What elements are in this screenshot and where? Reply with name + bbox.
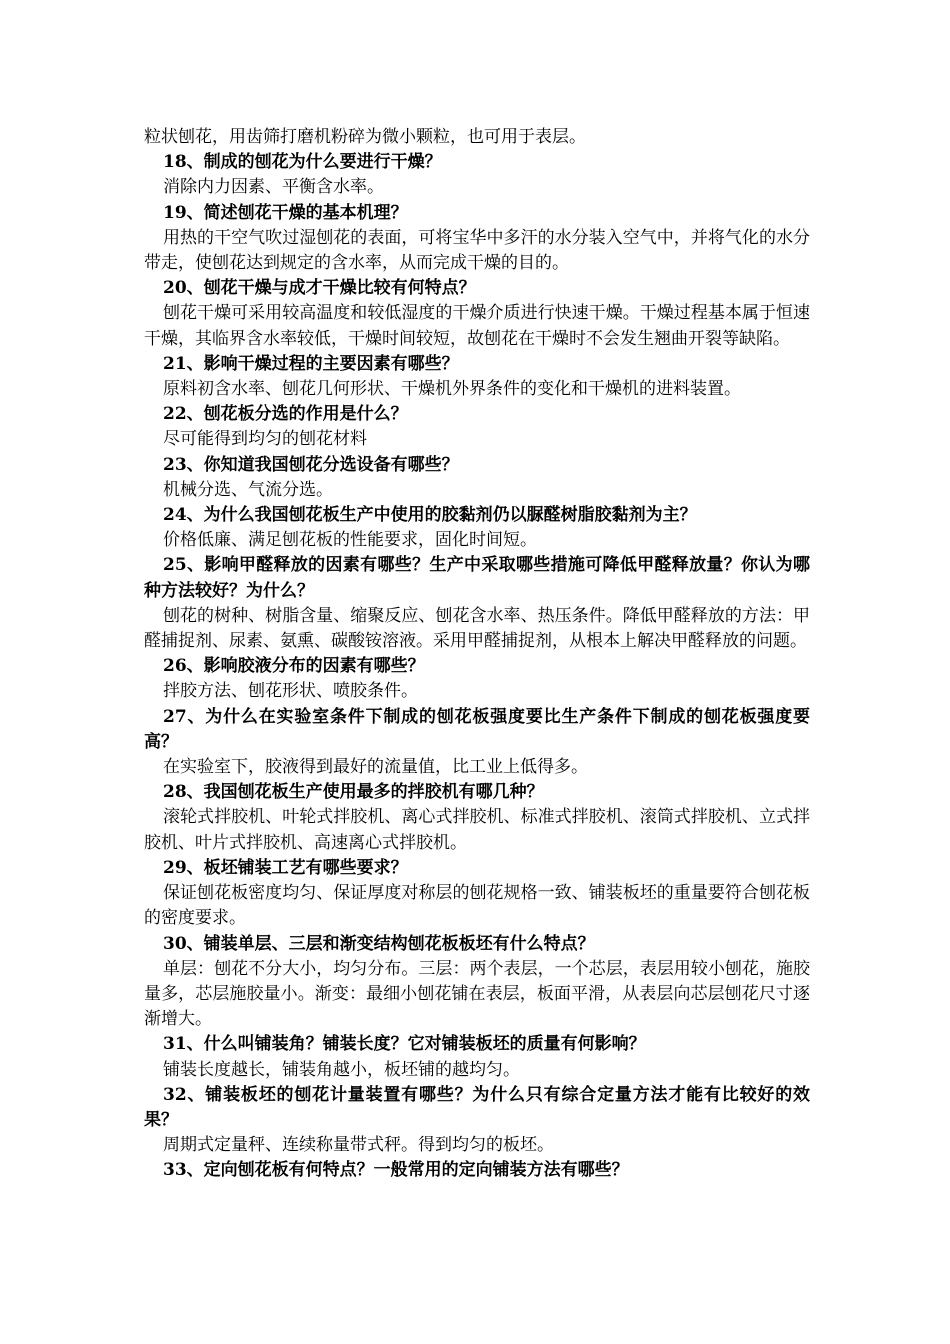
answer-19: 用热的干空气吹过湿刨花的表面，可将宝华中多汗的水分装入空气中，并将气化的水分带走，使刨花达到规定的含水率，从而完成干燥的目的。	[144, 227, 810, 274]
question-28: 28、我国刨花板生产使用最多的拌胶机有哪几种？	[163, 782, 544, 803]
question-27: 27、为什么在实验室条件下制成的刨花板强度要比生产条件下制成的刨花板强度要高？	[144, 706, 810, 752]
answer-26: 拌胶方法、刨花形状、喷胶条件。	[163, 681, 418, 702]
question-21: 21、影响干燥过程的主要因素有哪些？	[163, 353, 459, 374]
question-25: 25、影响甲醛释放的因素有哪些？生产中采取哪些措施可降低甲醛释放量？你认为哪种方法较好？为什么？	[144, 555, 810, 601]
question-31: 31、什么叫铺装角？铺装长度？它对铺装板坯的质量有何影响？	[163, 1034, 646, 1055]
question-26: 26、影响胶液分布的因素有哪些？	[163, 656, 425, 677]
answer-23: 机械分选、气流分选。	[163, 479, 333, 500]
intro-paragraph: 粒状刨花，用齿筛打磨机粉碎为微小颗粒，也可用于表层。	[144, 127, 586, 147]
answer-21: 原料初含水率、刨花几何形状、干燥机外界条件的变化和干燥机的进料装置。	[163, 379, 741, 400]
answer-18: 消除内力因素、平衡含水率。	[163, 177, 384, 198]
answer-27: 在实验室下，胶液得到最好的流量值，比工业上低得多。	[163, 757, 588, 778]
answer-24: 价格低廉、满足刨花板的性能要求，固化时间短。	[163, 530, 537, 551]
question-20: 20、刨花干燥与成才干燥比较有何特点？	[163, 278, 476, 299]
question-24: 24、为什么我国刨花板生产中使用的胶黏剂仍以脲醛树脂胶黏剂为主？	[163, 505, 697, 526]
answer-28: 滚轮式拌胶机、叶轮式拌胶机、离心式拌胶机、标准式拌胶机、滚筒式拌胶机、立式拌胶机、叶片式拌胶机、高速离心式拌胶机。	[144, 807, 810, 853]
question-30: 30、铺装单层、三层和渐变结构刨花板板坯有什么特点？	[163, 933, 595, 954]
answer-32: 周期式定量秤、连续称量带式秤。得到均匀的板坯。	[163, 1135, 554, 1156]
answer-25: 刨花的树种、树脂含量、缩聚反应、刨花含水率、热压条件。降低甲醛释放的方法：甲醛捕捉剂、尿素、氨熏、碳酸铵溶液。采用甲醛捕捉剂，从根本上解决甲醛释放的问题。	[144, 605, 810, 652]
question-29: 29、板坯铺装工艺有哪些要求？	[163, 857, 408, 878]
question-18: 18、制成的刨花为什么要进行干燥？	[163, 152, 442, 173]
answer-20: 刨花干燥可采用较高温度和较低湿度的干燥介质进行快速干燥。干燥过程基本属于恒速干燥，其临界含水率较低，干燥时间较短，故刨花在干燥时不会发生翘曲开裂等缺陷。	[144, 303, 810, 349]
question-33: 33、定向刨花板有何特点？一般常用的定向铺装方法有哪些？	[163, 1160, 629, 1181]
answer-22: 尽可能得到均匀的刨花材料	[163, 429, 367, 450]
question-19: 19、简述刨花干燥的基本机理？	[163, 202, 408, 223]
answer-31: 铺装长度越长，铺装角越小，板坯铺的越均匀。	[163, 1059, 520, 1080]
question-22: 22、刨花板分选的作用是什么？	[163, 404, 408, 425]
question-32: 32、铺装板坯的刨花计量装置有哪些？为什么只有综合定量方法才能有比较好的效果？	[144, 1084, 810, 1130]
answer-29: 保证刨花板密度均匀、保证厚度对称层的刨花规格一致、铺装板坯的重量要符合刨花板的密度要求。	[144, 883, 810, 929]
answer-30: 单层：刨花不分大小，均匀分布。三层：两个表层，一个芯层，表层用较小刨花，施胶量多，芯层施胶量小。渐变：最细小刨花铺在表层，板面平滑，从表层向芯层刨花尺寸逐渐增大。	[144, 958, 810, 1030]
document-page	[144, 125, 810, 1184]
question-23: 23、你知道我国刨花分选设备有哪些？	[163, 454, 459, 475]
